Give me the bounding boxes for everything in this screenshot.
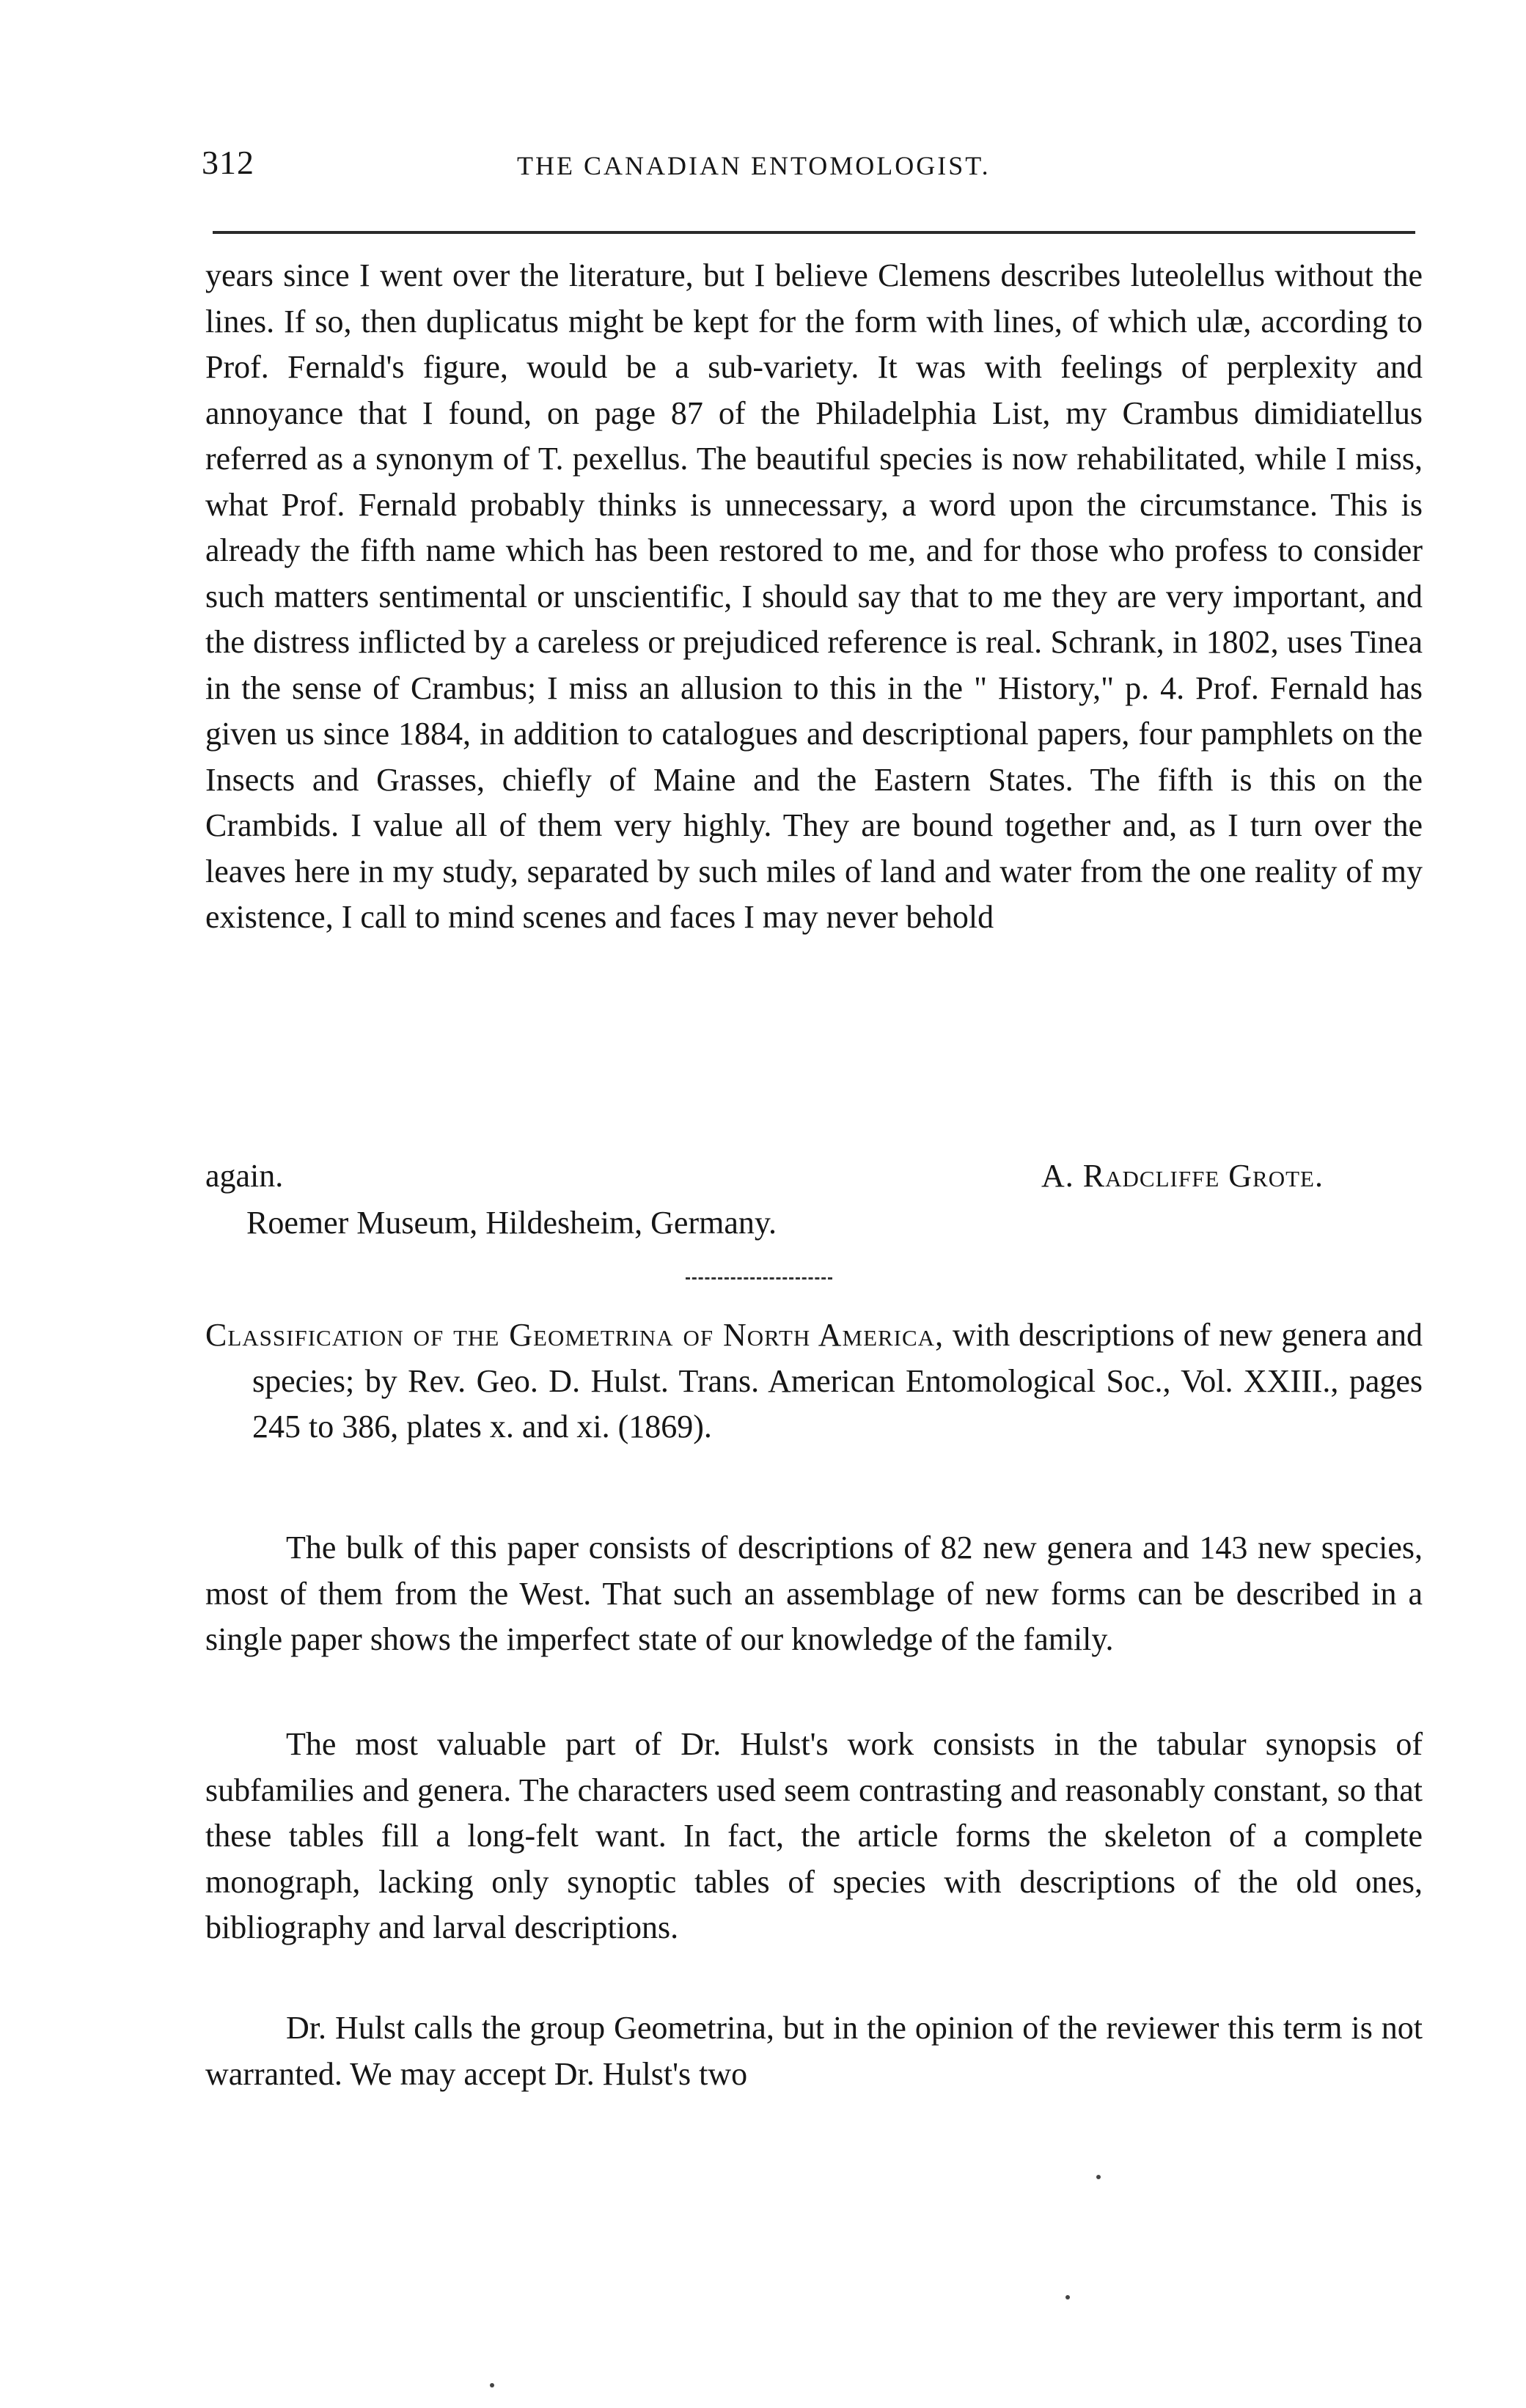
section-divider <box>686 1277 832 1280</box>
running-head: THE CANADIAN ENTOMOLOGIST. <box>517 151 991 180</box>
review-paragraph-1: The bulk of this paper consists of descriptions of 82 new genera and 143 new species, most of them from the West. That such an assemblage of new forms can be described in a single paper shows the imperfect state of our knowledge of the family. <box>205 1530 1423 1657</box>
print-speck <box>1096 2175 1101 2179</box>
author-signature: A. Radcliffe Grote. <box>1041 1158 1324 1194</box>
page-number: 312 <box>202 144 254 181</box>
review-title: Classification of the Geometrina of North America, <box>205 1317 944 1353</box>
author-location: Roemer Museum, Hildesheim, Germany. <box>246 1205 777 1241</box>
print-speck <box>490 2383 494 2387</box>
review-heading <box>205 1313 1423 1450</box>
print-speck <box>1065 2295 1070 2299</box>
letter-body: years since I went over the literature, but I believe Clemens describes luteolellus without the lines. If so, then duplicatus might be kept for the form with lines, of which ulæ, according to Prof. Fernald's figure, would be a sub-variety. It was with feelings of perplexity and annoyance that I found, on page 87 of the Philadelphia List, my Crambus dimidiatellus referred as a synonym of T. pexellus. The beautiful species is now rehabilitated, while I miss, what Prof. Fernald probably thinks is unnecessary, a word upon the circumstance. This is already the fifth name which has been restored to me, and for those who profess to consider such matters sentimental or unscientific, I should say that to me they are very important, and the distress inflicted by a careless or prejudiced reference is real. Schrank, in 1802, uses Tinea in the sense of Crambus; I miss an allusion to this in the " History," p. 4. Prof. Fernald has given us since 1884, in addition to catalogues and descriptional papers, four pamphlets on the Insects and Grasses, chiefly of Maine and the Eastern States. The fifth is this on the Crambids. I value all of them very highly. They are bound together and, as I turn over the leaves here in my study, separated by such miles of land and water from the one reality of my existence, I call to mind scenes and faces I may never behold <box>205 257 1423 935</box>
page-header <box>202 143 1419 187</box>
review-citation: with descriptions of new genera and species; by Rev. Geo. D. Hulst. Trans. American Entomological Soc., Vol. XXIII., pages 245 to 386, plates x. and xi. (1869). <box>252 1317 1423 1445</box>
closing-word: again. <box>205 1158 284 1194</box>
review-paragraph-3: Dr. Hulst calls the group Geometrina, but in the opinion of the reviewer this term is not warranted. We may accept Dr. Hulst's two <box>205 2010 1423 2092</box>
review-paragraph-2: The most valuable part of Dr. Hulst's work consists in the tabular synopsis of subfamilies and genera. The characters used seem contrasting and reasonably constant, so that these tables fill a long-felt want. In fact, the article forms the skeleton of a complete monograph, lacking only synoptic tables of species with descriptions of the old ones, bibliography and larval descriptions. <box>205 1726 1423 1945</box>
header-rule <box>213 231 1415 234</box>
